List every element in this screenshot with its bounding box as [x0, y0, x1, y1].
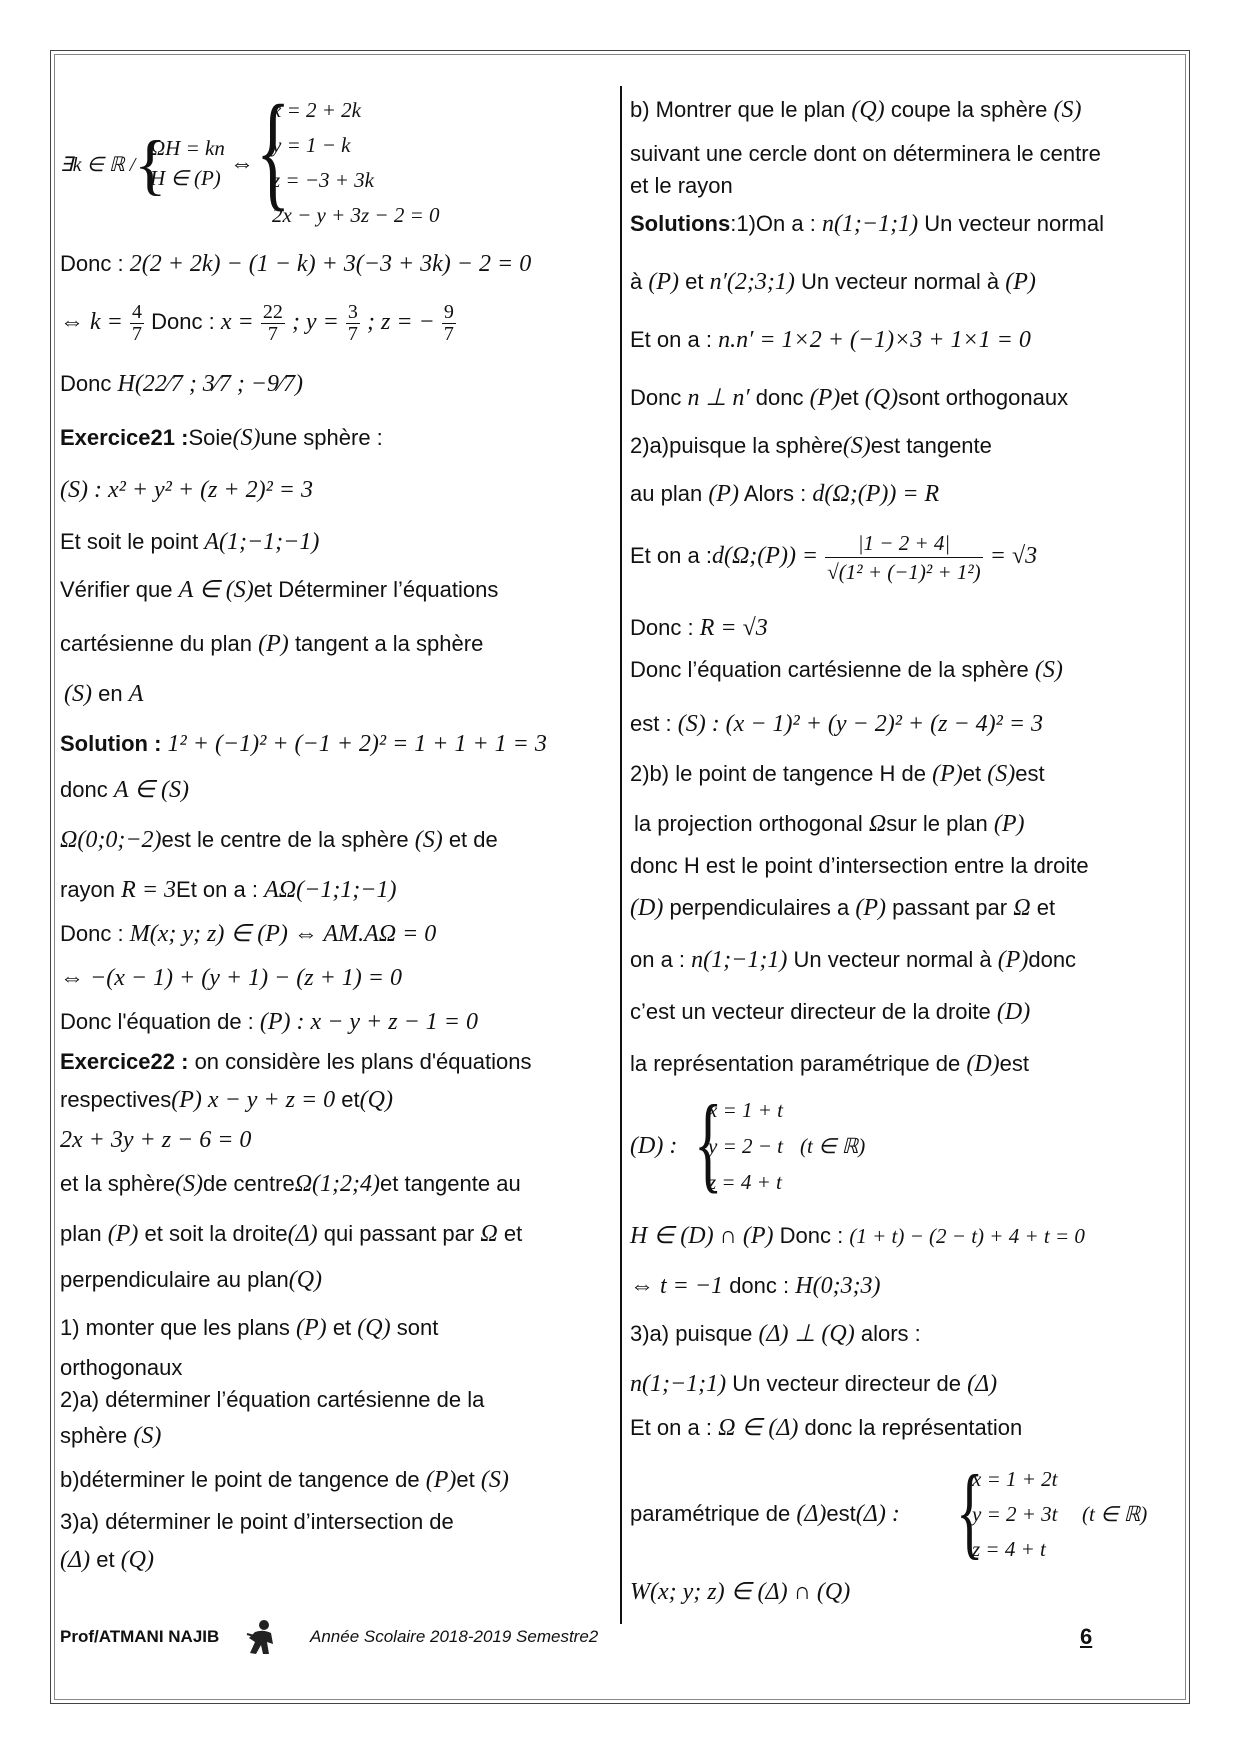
text: et soit la droite: [144, 1221, 288, 1246]
question-2a: [60, 1386, 484, 1414]
solution-title: Solution :: [60, 731, 162, 756]
system1-iff-symbol: ⇔: [230, 151, 254, 177]
solutions-title: Solutions: [630, 211, 731, 236]
question-2a-cont: [60, 1422, 161, 1450]
math: ⇔ t = −1: [630, 1273, 724, 1299]
text: b)déterminer le point de tangence de: [60, 1467, 420, 1492]
left-line-donc-eq: [60, 250, 531, 278]
system1-exists: ∃k ∈ ℝ /: [60, 154, 136, 176]
text: et: [456, 1467, 475, 1492]
math: Ω: [1013, 895, 1031, 921]
system1-a-line-2: H ∈ (P): [150, 166, 221, 190]
math: (S): [133, 1423, 162, 1449]
text: 3)a) puisque: [630, 1321, 753, 1346]
math: (D): [966, 1051, 1000, 1077]
system-D-line-3: z = 4 + t: [708, 1170, 782, 1194]
text: Et on a :: [176, 877, 258, 902]
text: est le centre de la sphère: [161, 827, 409, 852]
text: Donc: [630, 385, 682, 410]
left-line-cartesienne: [60, 630, 483, 658]
text: est: [999, 1051, 1030, 1076]
right-line-b2: [630, 140, 1101, 168]
system1-left-brace: {: [134, 126, 167, 202]
math: AΩ(−1;1;−1): [264, 877, 397, 903]
right-line-dot-product: [630, 326, 1031, 354]
math: 2(2 + 2k) − (1 − k) + 3(−3 + 3k) − 2 = 0: [129, 251, 532, 277]
text: et tangente au: [380, 1171, 521, 1196]
system1-b: [272, 93, 440, 233]
right-line-2a: [630, 432, 992, 460]
question-1: [60, 1314, 438, 1342]
footer-author: Prof/ATMANI NAJIB: [60, 1627, 220, 1646]
math: (Δ): [287, 1221, 318, 1247]
math: A ∈ (S): [113, 777, 189, 803]
right-line-t-value: [630, 1272, 881, 1300]
text: donc H est le point d’intersection entre la droite: [630, 853, 1089, 878]
system1-b-line-4: 2x − y + 3z − 2 = 0: [272, 203, 440, 227]
question-3a-cont: [60, 1546, 154, 1574]
right-line-intersection: [630, 852, 1089, 880]
system1-b-line-2: y = 1 − k: [272, 133, 351, 157]
frac-y: [346, 302, 360, 345]
text: rayon: [60, 877, 116, 902]
math: (P): [932, 761, 963, 787]
distance-denominator: √(1² + (−1)² + 1²): [827, 559, 981, 584]
right-line-R: [630, 614, 768, 642]
question-1-cont: [60, 1354, 182, 1382]
text: plan: [60, 1221, 102, 1246]
system-D: [708, 1092, 783, 1200]
text: Et on a :: [630, 543, 712, 568]
math: R = 3: [121, 877, 177, 903]
text: 2)b) le point de tangence H de: [630, 761, 926, 786]
math: (Δ) :: [855, 1501, 900, 1527]
math: (D) :: [630, 1133, 678, 1159]
text: passant par: [892, 895, 1008, 920]
system-D-line-2: y = 2 − t: [708, 1134, 783, 1158]
math: d(Ω;(P)) =: [711, 543, 819, 569]
text: respectives: [60, 1087, 172, 1112]
text: suivant une cercle dont on déterminera le centre: [630, 141, 1101, 166]
math: (Q): [864, 385, 899, 411]
left-line-Q-equation: [60, 1126, 251, 1154]
math: (S): [1034, 657, 1063, 683]
text: Donc l’équation cartésienne de la sphère: [630, 657, 1029, 682]
math: (P): [997, 947, 1029, 973]
text: Un vecteur normal: [924, 211, 1104, 236]
right-line-director: [630, 998, 1030, 1026]
text: donc: [1028, 947, 1077, 972]
solution21-line: [60, 730, 547, 758]
math: R = √3: [699, 615, 768, 641]
sphere-equation: [60, 476, 313, 504]
distance-fraction: [825, 529, 982, 586]
text: Donc l'équation de :: [60, 1009, 254, 1034]
math: (D): [996, 999, 1031, 1025]
system-D-line-1: x = 1 + t: [708, 1098, 783, 1122]
left-line-en-A: [64, 680, 143, 708]
math: (P) x − y + z = 0: [171, 1087, 336, 1113]
frac-k-num: 4: [131, 300, 142, 323]
math: (Δ) ⊥ (Q): [758, 1321, 855, 1347]
text: et de: [448, 827, 498, 852]
frac-x-den: 7: [267, 322, 278, 345]
left-line-sphere: [60, 1170, 521, 1198]
text: et: [1036, 895, 1056, 920]
math: (P) : x − y + z − 1 = 0: [259, 1009, 478, 1035]
text: perpendiculaires a: [669, 895, 850, 920]
text: alors :: [860, 1321, 921, 1346]
page-number: 6: [1080, 1624, 1093, 1649]
right-line-2b: [630, 760, 1045, 788]
math: Ω ∈ (Δ): [718, 1415, 799, 1441]
text: au plan: [630, 481, 703, 506]
text: sont: [396, 1315, 439, 1340]
text: on a :: [630, 947, 686, 972]
math: H ∈ (D) ∩ (P): [630, 1223, 774, 1249]
system-delta-line-3: z = 4 + t: [972, 1537, 1046, 1561]
text: à: [630, 269, 643, 294]
system-delta-line-2: y = 2 + 3t: [972, 1502, 1058, 1526]
text: et: [962, 761, 982, 786]
math: (S): [64, 681, 92, 707]
text: donc :: [729, 1273, 790, 1298]
text: Un vecteur normal à: [793, 947, 992, 972]
frac-k-den: 7: [131, 322, 142, 345]
text: coupe la sphère: [890, 97, 1048, 122]
math: (S): [480, 1467, 509, 1493]
text: sur le plan: [886, 811, 988, 836]
right-line-director-delta: [630, 1370, 997, 1398]
right-line-normal-vectors: [630, 268, 1036, 296]
left-line-rayon: [60, 876, 396, 904]
text: sphère: [60, 1423, 128, 1448]
system-delta-brace: {: [956, 1454, 984, 1569]
text: cartésienne du plan: [60, 631, 253, 656]
text: et la sphère: [60, 1171, 175, 1196]
left-line-centre: [60, 826, 498, 854]
math: (Δ): [60, 1547, 91, 1573]
frac-z-num: 9: [443, 300, 454, 323]
left-line-eq-P: [60, 1008, 478, 1036]
frac-x-num: 22: [262, 300, 283, 323]
math: (P): [855, 895, 887, 921]
math-k: ⇔ k =: [60, 309, 123, 335]
text: on considère les plans d'équations: [194, 1049, 532, 1074]
text: et: [96, 1547, 115, 1572]
right-line-eq-cart: [630, 656, 1063, 684]
exercise22-header: [60, 1048, 531, 1076]
text: est tangente: [870, 433, 992, 458]
math: (S): [1053, 97, 1082, 123]
text: paramétrique de: [630, 1501, 791, 1526]
math: ⇔ −(x − 1) + (y + 1) − (z + 1) = 0: [60, 965, 402, 991]
left-line-iff: [60, 964, 402, 992]
text: la représentation paramétrique de: [630, 1051, 961, 1076]
math: (P): [258, 631, 289, 657]
text: Donc :: [60, 921, 124, 946]
left-line-plan: [60, 1220, 522, 1248]
frac-y-den: 7: [347, 322, 358, 345]
system-delta-line-1: x = 1 + 2t: [972, 1467, 1058, 1491]
math: (S) : x² + y² + (z + 2)² = 3: [60, 477, 313, 503]
text: donc la représentation: [804, 1415, 1023, 1440]
text: c’est un vecteur directeur de la droite: [630, 999, 991, 1024]
math: n(1;−1;1): [691, 947, 788, 973]
math-y: ; y =: [291, 309, 339, 335]
right-line-param-delta: [630, 1500, 900, 1528]
right-line-3a: [630, 1320, 921, 1348]
math: (S): [174, 1171, 203, 1197]
math: d(Ω;(P)) = R: [812, 481, 940, 507]
exercise21-header: [60, 424, 383, 452]
math: 2x + 3y + z − 6 = 0: [60, 1127, 252, 1153]
text: Et on a :: [630, 327, 712, 352]
math: (P): [107, 1221, 139, 1247]
math: n ⊥ n′: [687, 385, 750, 411]
text: perpendiculaire au plan: [60, 1267, 289, 1292]
math: n(1;−1;1): [630, 1371, 727, 1397]
text: Un vecteur directeur de: [732, 1371, 961, 1396]
mascot-logo-icon: [245, 1618, 279, 1656]
text: 1) monter que les plans: [60, 1315, 290, 1340]
math: (P): [648, 269, 680, 295]
text: et: [332, 1315, 352, 1340]
math: A ∈ (S): [178, 577, 254, 603]
left-line-H: [60, 370, 303, 398]
left-line-respectives: [60, 1086, 393, 1114]
math: (Q): [288, 1267, 323, 1293]
text: Vérifier que: [60, 577, 173, 602]
text: qui passant par: [323, 1221, 475, 1246]
math: (Δ): [967, 1371, 998, 1397]
text: Donc :: [779, 1223, 844, 1248]
frac-y-num: 3: [347, 300, 358, 323]
text: :1)On a :: [730, 211, 816, 236]
math: Ω(0;0;−2): [60, 827, 162, 853]
math: n′(2;3;1): [709, 269, 795, 295]
text: Et soit le point: [60, 529, 199, 554]
system1-b-line-1: x = 2 + 2k: [272, 98, 361, 122]
math: = √3: [989, 543, 1038, 569]
math: (Q): [359, 1087, 393, 1113]
frac-k: [130, 302, 144, 345]
frac-z: [442, 302, 456, 345]
right-line-H-in-D: [630, 1222, 1085, 1250]
text: une sphère :: [260, 425, 383, 450]
text-donc: Donc :: [151, 309, 215, 334]
math: (P): [993, 811, 1025, 837]
text: et: [341, 1087, 360, 1112]
frac-x: [261, 302, 285, 345]
footer-school-year: Année Scolaire 2018-2019 Semestre2: [310, 1627, 599, 1646]
text: est: [826, 1501, 856, 1526]
text: et le rayon: [630, 173, 733, 198]
system-D-label: [630, 1132, 677, 1160]
math: H(22⁄7 ; 3⁄7 ; −9⁄7): [117, 371, 304, 397]
math: n.n′ = 1×2 + (−1)×3 + 1×1 = 0: [718, 327, 1031, 353]
math: n(1;−1;1): [821, 211, 919, 237]
system1-a: [150, 133, 225, 193]
text: Soie: [188, 425, 233, 450]
right-line-tangent: [630, 480, 939, 508]
math: (S): [414, 827, 443, 853]
math: (S): [842, 433, 871, 459]
math: (t ∈ ℝ): [800, 1134, 866, 1158]
column-divider: [620, 86, 622, 1624]
text: en: [98, 681, 123, 706]
left-line-verifier: [60, 576, 498, 604]
system1-right-brace: {: [256, 79, 291, 223]
math: (S) : (x − 1)² + (y − 2)² + (z − 4)² = 3: [677, 711, 1044, 737]
text: et: [840, 385, 859, 410]
right-line-b3: [630, 172, 733, 200]
left-line-perpendiculaire: [60, 1266, 322, 1294]
math: M(x; y; z) ∈ (P) ⇔ AM.AΩ = 0: [129, 921, 437, 947]
system-delta-param: [1082, 1500, 1147, 1528]
text: 2)a) déterminer l’équation cartésienne de la: [60, 1387, 485, 1412]
text: donc: [60, 777, 108, 802]
math: H(0;3;3): [795, 1273, 881, 1299]
right-line-sphere-eq: [630, 710, 1043, 738]
system-D-brace: {: [694, 1084, 723, 1203]
math: (D): [630, 895, 664, 921]
math: (S): [232, 425, 261, 451]
left-line-k-value: [60, 298, 457, 346]
text: sont orthogonaux: [898, 385, 1069, 410]
math: Ω: [868, 811, 887, 837]
math: 1² + (−1)² + (−1 + 2)² = 1 + 1 + 1 = 3: [167, 731, 547, 757]
exercise21-title: Exercice21 :: [60, 425, 189, 450]
math: Ω(1;2;4): [294, 1171, 381, 1197]
frac-z-den: 7: [443, 322, 454, 345]
math: (P): [1005, 269, 1036, 295]
math: (Δ): [796, 1501, 827, 1527]
right-line-omega-in-delta: [630, 1414, 1022, 1442]
system1-a-line-1: ΩH = kn: [150, 136, 225, 160]
text: Donc :: [60, 251, 124, 276]
math: A: [128, 681, 144, 707]
text: et: [503, 1221, 523, 1246]
system1-b-line-3: z = −3 + 3k: [272, 168, 375, 192]
math-x: x =: [220, 309, 254, 335]
system1-prefix: [60, 150, 135, 179]
system-D-param: [800, 1132, 865, 1160]
text: et Déterminer l’équations: [253, 577, 499, 602]
right-line-perp-D: [630, 894, 1055, 922]
right-line-projection: [634, 810, 1025, 838]
text: Donc :: [630, 615, 694, 640]
right-line-orthogonal: [630, 384, 1068, 412]
right-line-solutions: [630, 210, 1104, 238]
question-3a: [60, 1508, 454, 1536]
text: Et on a :: [630, 1415, 712, 1440]
text: Alors :: [743, 481, 807, 506]
distance-numerator: |1 − 2 + 4|: [825, 529, 982, 558]
text: tangent a la sphère: [294, 631, 484, 656]
left-line-donc-M: [60, 920, 436, 948]
right-line-W: [630, 1578, 850, 1606]
math: A(1;−1;−1): [204, 529, 320, 555]
left-line-point-A: [60, 528, 319, 556]
text: 2)a)puisque la sphère: [630, 433, 843, 458]
math-z: ; z = −: [367, 309, 435, 335]
exercise22-title: Exercice22 :: [60, 1049, 189, 1074]
system-delta: [972, 1462, 1058, 1567]
text: b) Montrer que le plan: [630, 97, 846, 122]
math: (Q): [120, 1547, 155, 1573]
math: (1 + t) − (2 − t) + 4 + t = 0: [849, 1224, 1085, 1248]
left-line-donc-A: [60, 776, 189, 804]
math: Ω: [480, 1221, 498, 1247]
right-line-b1: [630, 96, 1081, 124]
math: (Q): [357, 1315, 391, 1341]
text: orthogonaux: [60, 1355, 183, 1380]
text: de centre: [202, 1171, 295, 1196]
math: (P): [296, 1315, 327, 1341]
math: (P): [708, 481, 739, 507]
text: donc: [755, 385, 804, 410]
right-line-normal-n: [630, 946, 1076, 974]
question-2b: [60, 1466, 509, 1494]
right-line-param-D: [630, 1050, 1029, 1078]
text: la projection orthogonal: [634, 811, 863, 836]
math: (P): [425, 1467, 457, 1493]
text: est :: [630, 711, 672, 736]
text: Un vecteur normal à: [800, 269, 1000, 294]
text: est: [1015, 761, 1045, 786]
system1-iff: [230, 150, 254, 178]
math: (S): [987, 761, 1016, 787]
math: (Q): [851, 97, 885, 123]
text: 3)a) déterminer le point d’intersection de: [60, 1509, 454, 1534]
right-line-distance: [630, 526, 1037, 586]
math: W(x; y; z) ∈ (Δ) ∩ (Q): [630, 1579, 851, 1605]
text: Donc: [60, 371, 112, 396]
text: et: [685, 269, 704, 294]
math: (P): [809, 385, 841, 411]
math: (t ∈ ℝ): [1082, 1502, 1148, 1526]
